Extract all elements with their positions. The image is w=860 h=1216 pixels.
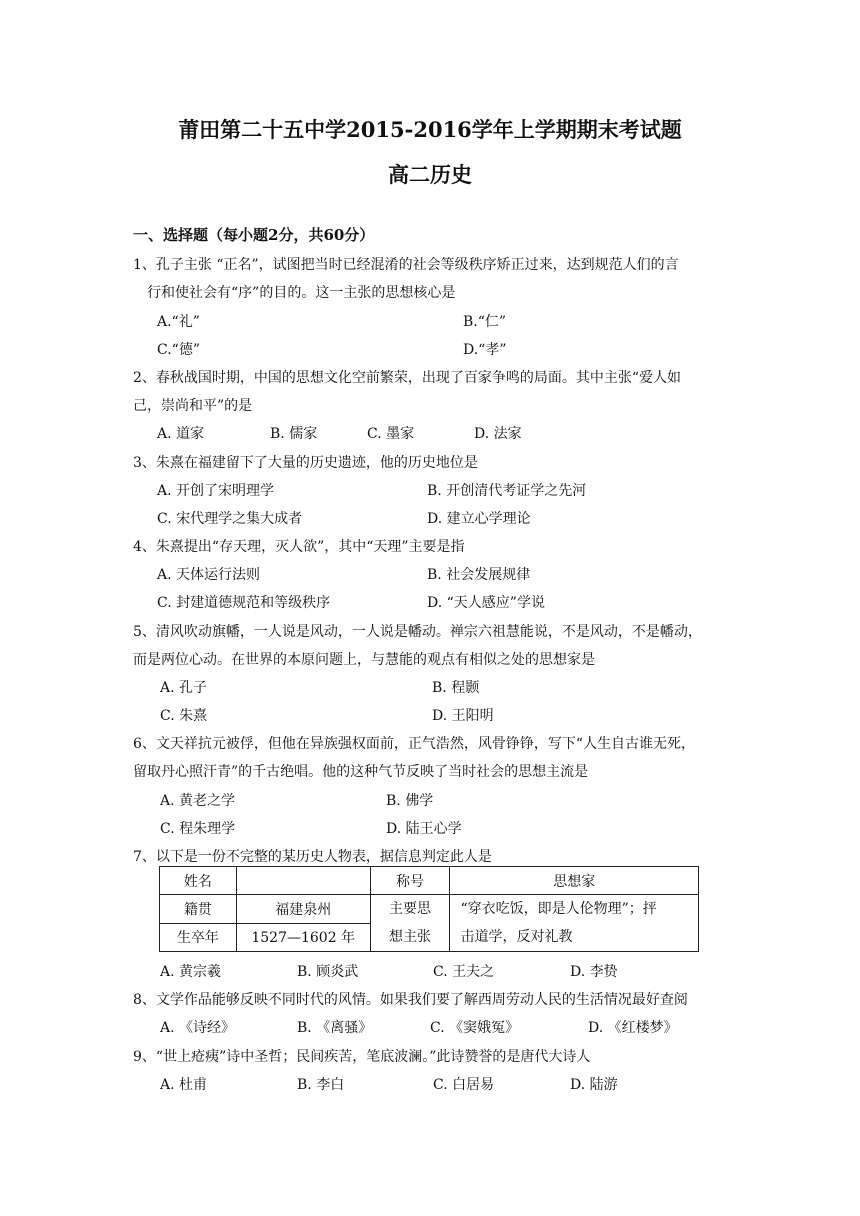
main-value-line1: “穿衣吃饭，即是人伦物理”；抨	[460, 901, 657, 917]
table-cell-origin-label: 籍贯	[160, 895, 237, 924]
q5-stem-line1: 5、清风吹动旗幡，一人说是风动，一人说是幡动。禅宗六祖慧能说，不是风动，不是幡动，	[133, 624, 702, 640]
q8-option-d: D. 《红楼梦》	[588, 1020, 678, 1036]
q9-option-a: A. 杜甫	[160, 1077, 208, 1093]
q9-stem: 9、“世上疮痍”诗中圣哲；民间疾苦，笔底波澜。”此诗赞誉的是唐代大诗人	[133, 1049, 591, 1065]
q2-stem-line1: 2、春秋战国时期，中国的思想文化空前繁荣，出现了百家争鸣的局面。其中主张“爱人如	[133, 370, 682, 386]
q8-option-b: B. 《离骚》	[297, 1020, 373, 1036]
q4-stem: 4、朱熹提出“存天理，灭人欲”，其中“天理”主要是指	[133, 539, 465, 555]
table-cell-title-label: 称号	[370, 867, 450, 895]
table-cell-name-label: 姓名	[160, 867, 237, 895]
table-cell-life-label: 生卒年	[160, 923, 237, 952]
q9-option-b: B. 李白	[297, 1077, 345, 1093]
q4-option-c: C. 封建道德规范和等级秩序	[157, 595, 331, 611]
q4-option-a: A. 天体运行法则	[157, 567, 261, 583]
q5-option-d: D. 王阳明	[432, 708, 494, 724]
q7-option-b: B. 顾炎武	[297, 964, 359, 980]
q7-option-d: D. 李贽	[570, 964, 618, 980]
q1-option-a: A.“礼”	[157, 314, 200, 330]
q4-option-b: B. 社会发展规律	[427, 567, 531, 583]
q6-option-d: D. 陆王心学	[386, 821, 462, 837]
q3-option-b: B. 开创清代考证学之先河	[427, 483, 587, 499]
historical-figure-table	[159, 866, 699, 952]
q4-option-d: D. “天人感应”学说	[427, 595, 545, 611]
q7-option-a: A. 黄宗羲	[160, 964, 222, 980]
q9-option-c: C. 白居易	[433, 1077, 495, 1093]
q5-stem-line2: 而是两位心动。在世界的本原问题上，与慧能的观点有相似之处的思想家是	[133, 652, 595, 668]
main-label-line1: 主要思	[389, 901, 432, 917]
table-cell-main-label	[370, 895, 450, 952]
main-value-line2: 击道学，反对礼教	[460, 929, 573, 945]
q1-option-c: C.“德”	[157, 342, 200, 358]
q3-option-c: C. 宋代理学之集大成者	[157, 511, 303, 527]
q2-option-b: B. 儒家	[270, 426, 318, 442]
q1-option-d: D.“孝”	[463, 342, 507, 358]
q8-option-a: A. 《诗经》	[160, 1020, 236, 1036]
q3-option-d: D. 建立心学理论	[427, 511, 531, 527]
q6-option-a: A. 黄老之学	[160, 793, 236, 809]
document-subtitle: 高二历史	[388, 162, 472, 187]
q3-option-a: A. 开创了宋明理学	[157, 483, 275, 499]
q2-stem-line2: 己，崇尚和平”的是	[133, 398, 253, 414]
q3-stem: 3、朱熹在福建留下了大量的历史遗迹，他的历史地位是	[133, 455, 478, 471]
q9-option-d: D. 陆游	[570, 1077, 618, 1093]
table-cell-name-value	[236, 867, 370, 895]
q8-stem: 8、文学作品能够反映不同时代的风情。如果我们要了解西周劳动人民的生活情况最好查阅	[133, 992, 688, 1008]
q2-option-c: C. 墨家	[367, 426, 415, 442]
q6-stem-line1: 6、文天祥抗元被俘，但他在异族强权面前，正气浩然，风骨铮铮，写下“人生自古谁无死，	[133, 736, 696, 752]
q6-option-b: B. 佛学	[386, 793, 434, 809]
q1-stem-line2: 行和使社会有“序”的目的。这一主张的思想核心是	[147, 285, 456, 301]
q6-stem-line2: 留取丹心照汗青”的千古绝唱。他的这种气节反映了当时社会的思想主流是	[133, 764, 589, 780]
q7-stem: 7、以下是一份不完整的某历史人物表，据信息判定此人是	[133, 849, 492, 865]
main-label-line2: 想主张	[389, 929, 432, 945]
q8-option-c: C. 《窦娥冤》	[430, 1020, 520, 1036]
q1-stem-line1: 1、孔子主张 “正名”，试图把当时已经混淆的社会等级秩序矫正过来，达到规范人们的言	[133, 257, 679, 273]
q6-option-c: C. 程朱理学	[160, 821, 236, 837]
table-cell-life-value: 1527—1602 年	[236, 923, 370, 952]
table-cell-title-value: 思想家	[450, 867, 699, 895]
q5-option-c: C. 朱熹	[160, 708, 208, 724]
q2-option-a: A. 道家	[157, 426, 205, 442]
q5-option-b: B. 程颢	[432, 680, 480, 696]
table-cell-origin-value: 福建泉州	[236, 895, 370, 924]
q7-option-c: C. 王夫之	[433, 964, 495, 980]
q2-option-d: D. 法家	[474, 426, 522, 442]
table-cell-main-value	[450, 895, 699, 952]
q5-option-a: A. 孔子	[160, 680, 208, 696]
document-title: 莆田第二十五中学2015-2016学年上学期期末考试题	[178, 117, 682, 142]
q1-option-b: B.“仁”	[463, 314, 507, 330]
section-heading: 一、选择题（每小题2分，共60分）	[133, 226, 375, 244]
